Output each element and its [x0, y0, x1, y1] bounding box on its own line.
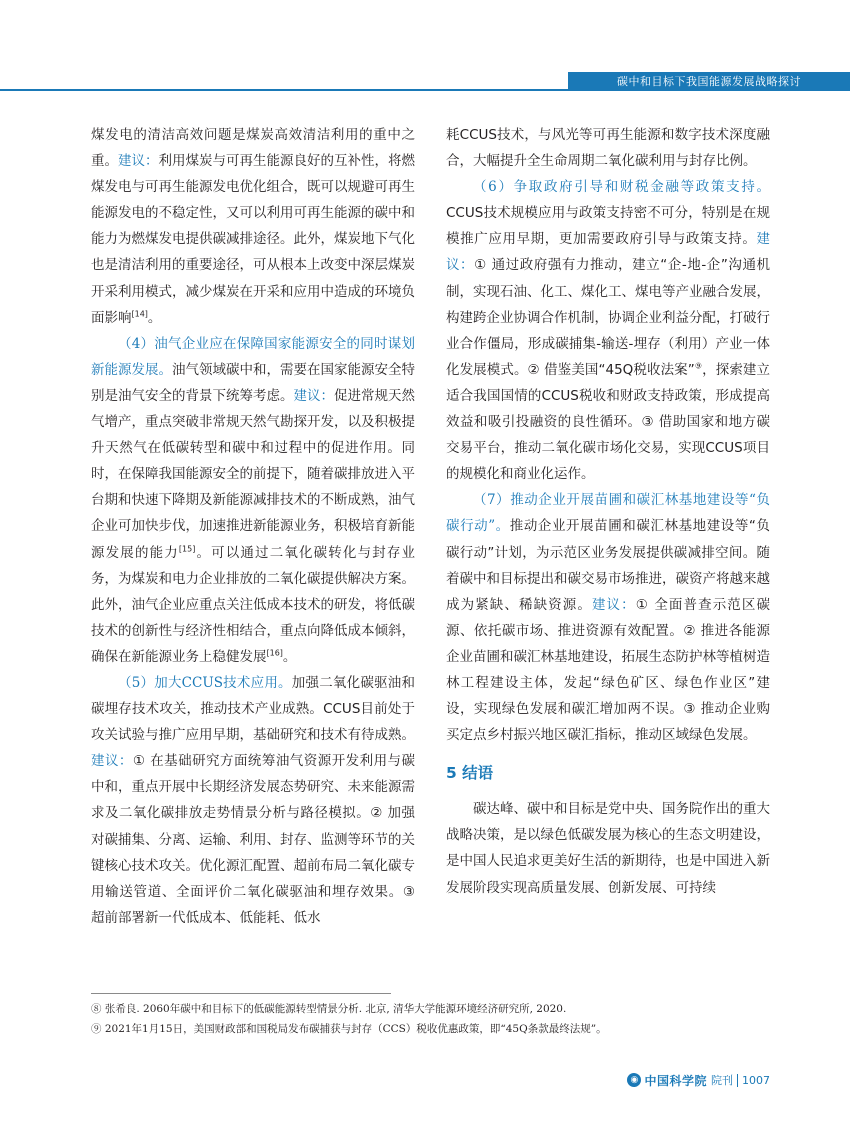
subheading-7: （7）推动企业开展苗圃和碳汇林基地建设等“负碳行动”。: [446, 492, 770, 535]
subheading-5: （5）加大CCUS技术应用。: [118, 674, 292, 691]
left-column: [91, 122, 415, 931]
running-title: 碳中和目标下我国能源发展战略探讨: [568, 72, 850, 91]
paragraph-conclusion: 碳达峰、碳中和目标是党中央、国务院作出的重大战略决策，是以绿色低碳发展为核心的生态文明建设，是中国人民追求更美好生活的新期待，也是中国进入新发展阶段实现高质量发展、创新发展、可持续: [446, 801, 770, 896]
right-column: [446, 122, 770, 901]
paragraph-coal: 煤发电的清洁高效问题是煤炭高效清洁利用的重中之重。建议：利用煤炭与可再生能源良好的互补性，将燃煤发电与可再生能源发电优化组合，既可以规避可再生能源发电的不稳定性，又可以利用可再生能源的碳中和能力为燃煤发电提供碳减排途径。此外，煤炭地下气化也是清洁利用的重要途径，可从根本上改变中深层煤炭开采利用模式，减少煤炭在开采和应用中造成的环境负面影响[14]。: [91, 127, 415, 326]
running-header: [0, 72, 850, 92]
paragraph-ccus: （5）加大CCUS技术应用。加强二氧化碳驱油和碳埋存技术攻关，推动技术产业成熟。CCUS目前处于攻关试验与推广应用早期，基础研究和技术有待成熟。建议：① 在基础研究方面统筹油气资源开发利用与碳中和，重点开展中长期经济发展态势研究、未来能源需求及二氧化碳排放走势情景分析与路径模拟。② 加强对碳捕集、分离、运输、利用、封存、监测等环节的关键核心技术攻关。优化源汇配置、超前布局二氧化碳专用输送管道、全面评价二氧化碳驱油和埋存效果。③ 超前部署新一代低成本、低能耗、低水: [91, 674, 416, 926]
suggestion-label: 建议：: [591, 596, 636, 613]
journal-name: 中国科学院: [644, 1073, 707, 1088]
footnote-divider: [91, 993, 391, 994]
suggestion-label: 建议：: [293, 387, 334, 404]
paragraph-policy: （6）争取政府引导和财税金融等政策支持。CCUS技术规模应用与政策支持密不可分，特别是在规模推广应用早期，更加需要政府引导与政策支持。建议：① 通过政府强有力推动，建立“企-地-企”沟通机制，实现石油、化工、煤化工、煤电等产业融合发展，构建跨企业协调合作机制，协调企业利益分配，打破行业合作僵局，形成碳捕集-输送-埋存（利用）产业一体化发展模式。② 借鉴美国“45Q税收法案”⑨，探索建立适合我国国情的CCUS税收和财政支持政策，形成提高效益和吸引投融资的良性循环。③ 借助国家和地方碳交易平台，推动二氧化碳市场化交易，实现CCUS项目的规模化和商业化运作。: [446, 179, 771, 483]
suggestion-label: 建议：: [91, 753, 133, 770]
page-footer: [627, 1071, 770, 1089]
suggestion-label: 建议：: [118, 153, 159, 170]
citation: [15]: [178, 544, 196, 553]
page-number: 1007: [742, 1073, 770, 1087]
suggestion-label: 建议：: [446, 231, 770, 274]
page-separator: [737, 1074, 738, 1087]
section-heading-conclusion: 5 结语: [446, 764, 494, 783]
paragraph-ccus-continued: 耗CCUS技术，与风光等可再生能源和数字技术深度融合，大幅提升全生命周期二氧化碳利用与封存比例。: [446, 127, 770, 170]
paragraph-carbon-sink: （7）推动企业开展苗圃和碳汇林基地建设等“负碳行动”。推动企业开展苗圃和碳汇林基地建设等“负碳行动”计划，为示范区业务发展提供碳减排空间。随着碳中和目标提出和碳交易市场推进，碳资产将越来越成为紧缺、稀缺资源。建议：① 全面普查示范区碳源、依托碳市场、推进资源有效配置。② 推进各能源企业苗圃和碳汇林基地建设，拓展生态防护林等植树造林工程建设主体，发起“绿色矿区、绿色作业区”建设，实现绿色发展和碳汇增加两不误。③ 推动企业购买定点乡村振兴地区碳汇指标，推动区域绿色发展。: [446, 492, 771, 744]
paragraph-oil-gas: （4）油气企业应在保障国家能源安全的同时谋划新能源发展。油气领域碳中和，需要在国家能源安全特别是油气安全的背景下统筹考虑。建议：促进常规天然气增产，重点突破非常规天然气勘探开发，以及积极提升天然气在低碳转型和碳中和过程中的促进作用。同时，在保障我国能源安全的前提下，随着碳排放进入平台期和快速下降期及新能源减排技术的不断成熟，油气企业可加快步伐，加速推进新能源业务，积极培育新能源发展的能力[15]。可以通过二氧化碳转化与封存业务，为煤炭和电力企业排放的二氧化碳提供解决方案。此外，油气企业应重点关注低成本技术的研发，将低碳技术的创新性与经济性相结合，重点向降低成本倾斜，确保在新能源业务上稳健发展[16]。: [91, 335, 416, 665]
footnote-ref: ⑨: [694, 361, 703, 371]
citation: [16]: [266, 648, 283, 658]
footnotes: [91, 999, 771, 1039]
journal-suffix: 院刊: [711, 1074, 733, 1087]
subheading-6: （6）争取政府引导和财税金融等政策支持。: [473, 179, 770, 196]
cas-logo-icon: ◉: [627, 1073, 641, 1087]
citation: [14]: [131, 309, 148, 319]
footnote-8: ⑧ 张希良. 2060年碳中和目标下的低碳能源转型情景分析. 北京, 清华大学能源环境经济研究所, 2020.: [91, 1003, 567, 1015]
footnote-9: ⑨ 2021年1月15日，美国财政部和国税局发布碳捕获与封存（CCS）税收优惠政策，即“45Q条款最终法规”。: [91, 1023, 607, 1035]
subheading-4: （4）油气企业应在保障国家能源安全的同时谋划新能源发展。: [91, 335, 415, 378]
